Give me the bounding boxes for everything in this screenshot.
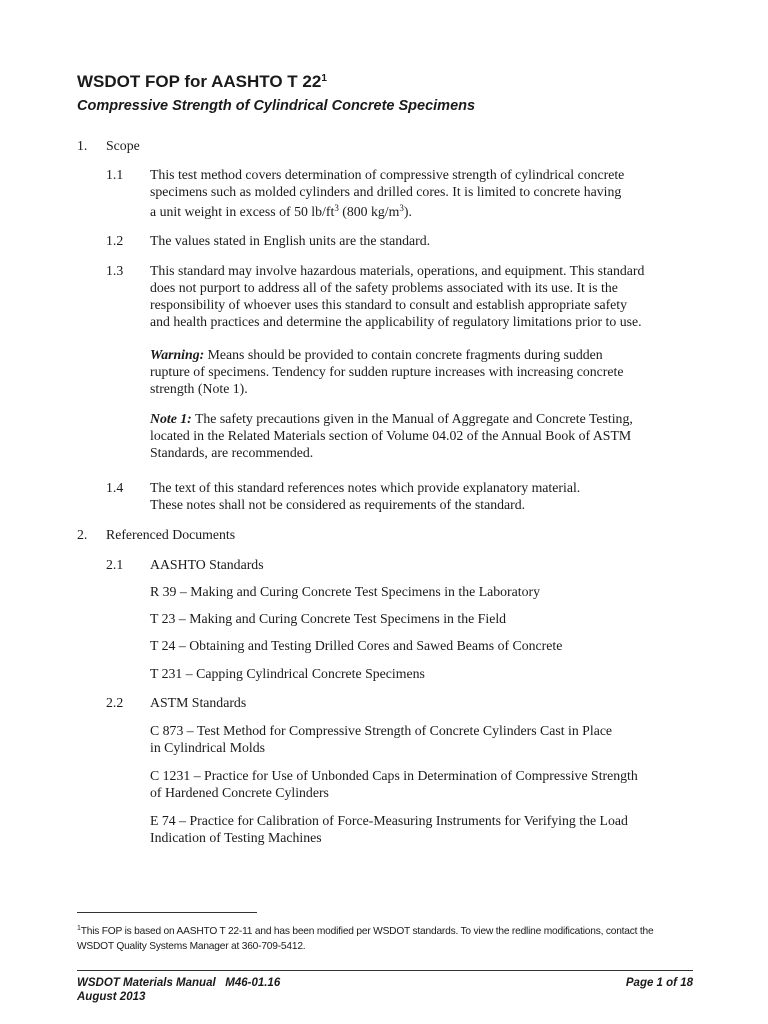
paragraph-number: 1.1 <box>106 167 124 182</box>
paragraph-text <box>150 262 710 330</box>
footer-date: August 2013 <box>77 991 146 1003</box>
paragraph-text <box>150 479 710 513</box>
text-line: rupture of specimens. Tendency for sudden rupture increases with increasing concrete <box>150 364 624 379</box>
footnote <box>77 921 697 954</box>
text-line: The text of this standard references notes which provide explanatory material. <box>150 480 581 495</box>
text-line: Note 1: The safety precautions given in the Manual of Aggregate and Concrete Testing, <box>150 411 633 426</box>
paragraph-number: 2.1 <box>106 557 124 572</box>
reference-item: R 39 – Making and Curing Concrete Test Specimens in the Laboratory <box>150 584 540 599</box>
text-line: WSDOT Quality Systems Manager at 360-709-5412. <box>77 941 306 952</box>
text-line: This standard may involve hazardous materials, operations, and equipment. This standard <box>150 263 645 278</box>
text-line: Warning: Means should be provided to contain concrete fragments during sudden <box>150 347 603 362</box>
footer-page-number: Page 1 of 18 <box>625 977 693 989</box>
text-line: specimens such as molded cylinders and drilled cores. It is limited to concrete having <box>150 184 622 199</box>
text-line: C 1231 – Practice for Use of Unbonded Caps in Determination of Compressive Strength <box>150 768 638 783</box>
paragraph-number: 2.2 <box>106 695 124 710</box>
reference-item <box>150 812 710 846</box>
note-label: Note 1: <box>150 411 192 426</box>
footer-left <box>77 976 280 1004</box>
text-line: C 873 – Test Method for Compressive Strength of Concrete Cylinders Cast in Place <box>150 723 613 738</box>
warning-block <box>150 346 710 397</box>
paragraph-label: ASTM Standards <box>150 695 247 710</box>
footer-manual: WSDOT Materials Manual M46-01.16 <box>77 977 281 989</box>
text-line: in Cylindrical Molds <box>150 740 265 755</box>
paragraph-number: 1.2 <box>106 233 124 248</box>
text-line: Standards, are recommended. <box>150 445 314 460</box>
text-line: E 74 – Practice for Calibration of Force-Measuring Instruments for Verifying the Load <box>150 813 628 828</box>
text-line: does not purport to address all of the safety problems associated with its use. It is the <box>150 280 618 295</box>
text-line: These notes shall not be considered as requirements of the standard. <box>150 497 526 512</box>
section-label: Scope <box>106 138 140 153</box>
text-line: $^1$This FOP is based on AASHTO T 22-11 and has been modified per WSDOT standards. To view the redline modifications, contact the <box>77 925 654 937</box>
section-number: 1. <box>77 138 88 153</box>
text-line: and health practices and determine the applicability of regulatory limitations prior to use. <box>150 314 642 329</box>
text-line: This test method covers determination of compressive strength of cylindrical concrete <box>150 167 625 182</box>
text-line: a unit weight in excess of 50 $lb/ft^3$ (800 $kg/m^3$). <box>150 203 412 219</box>
note-block <box>150 410 710 461</box>
document-subtitle: Compressive Strength of Cylindrical Concrete Specimens <box>77 98 476 114</box>
text-line: strength (Note 1). <box>150 381 248 396</box>
reference-item <box>150 722 710 756</box>
paragraph-text <box>150 166 710 220</box>
reference-item: T 231 – Capping Cylindrical Concrete Specimens <box>150 666 425 681</box>
text-line: responsibility of whoever uses this standard to consult and establish appropriate safety <box>150 297 628 312</box>
reference-item: T 23 – Making and Curing Concrete Test Specimens in the Field <box>150 611 507 626</box>
section-label: Referenced Documents <box>106 527 236 542</box>
text-line: located in the Related Materials section of Volume 04.02 of the Annual Book of ASTM <box>150 428 632 443</box>
document-title: WSDOT FOP for AASHTO T $22^1$ <box>77 72 327 91</box>
paragraph-number: 1.4 <box>106 480 124 495</box>
reference-item: T 24 – Obtaining and Testing Drilled Cores and Sawed Beams of Concrete <box>150 638 563 653</box>
paragraph-text: The values stated in English units are the standard. <box>150 233 431 248</box>
text-line: Indication of Testing Machines <box>150 830 322 845</box>
section-number: 2. <box>77 527 88 542</box>
footer-divider <box>77 970 693 971</box>
paragraph-label: AASHTO Standards <box>150 557 264 572</box>
warning-label: Warning: <box>150 347 205 362</box>
reference-item <box>150 767 710 801</box>
text-line: of Hardened Concrete Cylinders <box>150 785 329 800</box>
footnote-divider <box>77 912 257 913</box>
paragraph-number: 1.3 <box>106 263 124 278</box>
